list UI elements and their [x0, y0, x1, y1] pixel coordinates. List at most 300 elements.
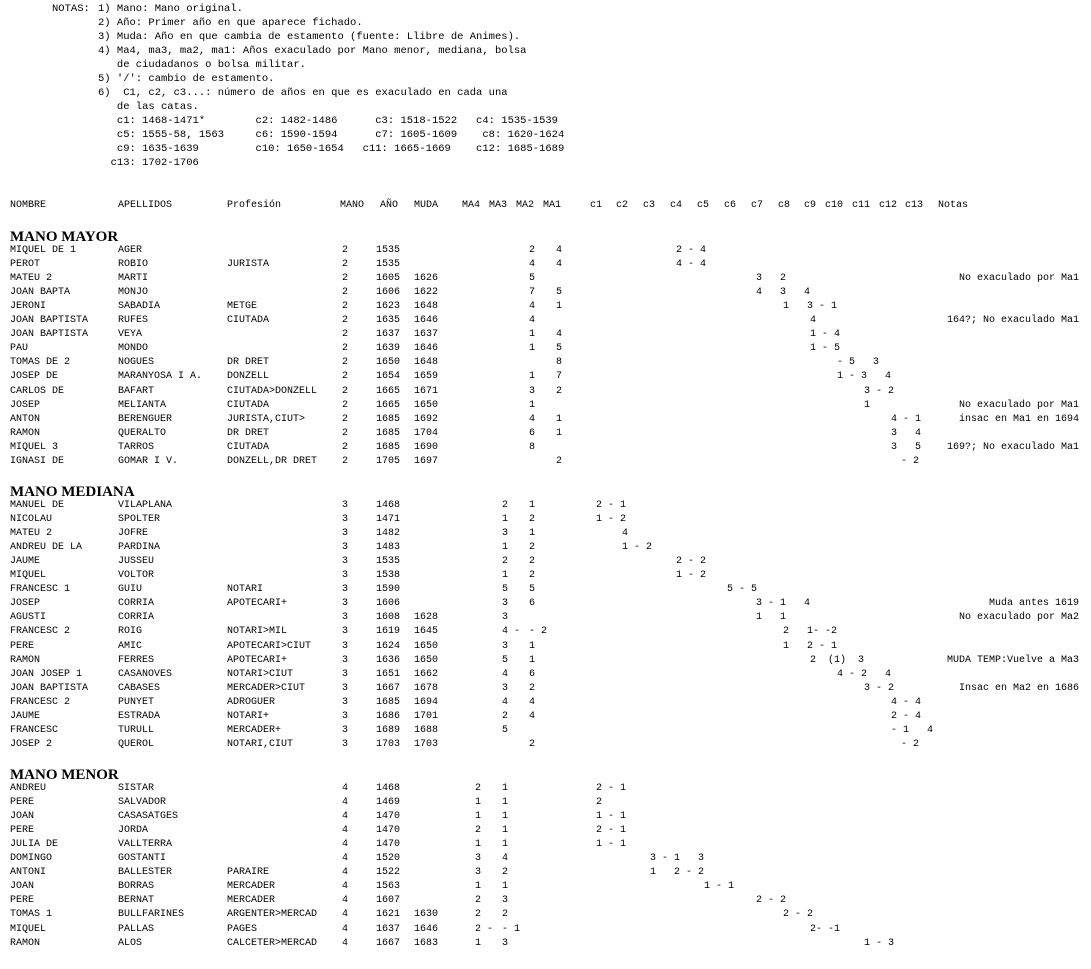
cell-apellidos: ESTRADA [118, 710, 161, 722]
column-header-c5: c5 [697, 200, 710, 211]
cell-mano: 3 [342, 696, 349, 708]
table-row [0, 908, 1091, 922]
cell-catas: 2 - 1 [596, 825, 627, 837]
cell-muda: 1662 [414, 668, 439, 680]
table-row [0, 370, 1091, 384]
cell-ma4: 3 [475, 867, 482, 879]
cell-profesion: PAGES [227, 923, 258, 935]
cell-mano: 3 [342, 710, 349, 722]
cell-ano: 1685 [376, 413, 401, 425]
cell-nombre: FRANCESC 1 [10, 584, 71, 596]
table-row [0, 513, 1091, 527]
cell-ma1: 8 [556, 357, 563, 369]
cell-apellidos: GOMAR I V. [118, 455, 179, 467]
table-row [0, 796, 1091, 810]
table-row [0, 682, 1091, 696]
cell-apellidos: BERENGUER [118, 413, 173, 425]
column-header-notas: Notas [938, 200, 969, 211]
cell-ma2: 2 [529, 542, 536, 554]
cell-apellidos: PARDINA [118, 542, 161, 554]
table-row [0, 541, 1091, 555]
cell-nombre: RAMON [10, 427, 41, 439]
cell-catas: - 2 [901, 738, 920, 750]
cell-nombre: ANDREU DE LA [10, 542, 83, 554]
cell-apellidos: BORRAS [118, 881, 155, 893]
notes-line: 5) '/': cambio de estamento. [98, 73, 275, 85]
cell-muda: 1678 [414, 682, 439, 694]
cell-catas: 3 - 1 4 [756, 598, 811, 610]
cell-nombre: MIQUEL DE 1 [10, 245, 77, 256]
cell-profesion: APOTECARI+ [227, 654, 288, 666]
cell-ma4: 2 [475, 783, 482, 794]
cell-ma2: 1 [529, 343, 536, 355]
table-row [0, 852, 1091, 866]
cell-ma3: 3 [502, 895, 509, 907]
column-header-profesion: Profesión [227, 200, 282, 211]
cell-catas: 2 - 4 [891, 710, 922, 722]
cell-ma3: 1 [502, 825, 509, 837]
cell-apellidos: QUERALTO [118, 427, 167, 439]
cell-apellidos: VALLTERRA [118, 839, 173, 851]
cell-ano: 1654 [376, 371, 401, 383]
cell-ma3: 1 [502, 797, 509, 809]
cell-muda: 1645 [414, 626, 439, 638]
cell-ano: 1619 [376, 626, 401, 638]
cell-catas: 3 5 [891, 441, 922, 453]
cell-profesion: APOTECARI>CIUT [227, 640, 312, 652]
cell-mano: 3 [342, 640, 349, 652]
cell-muda: 1650 [414, 399, 439, 411]
column-header-c7: c7 [751, 200, 764, 211]
cell-ma4: 2 [475, 909, 482, 921]
cell-ma3: 1 [502, 881, 509, 893]
cell-catas: 3 - 2 [864, 385, 895, 397]
cell-mano: 2 [342, 287, 349, 299]
cell-catas: 2 - 1 [596, 783, 627, 794]
cell-muda: 1637 [414, 329, 439, 341]
cell-notas: Muda antes 1619 [988, 598, 1079, 610]
table-row [0, 824, 1091, 838]
cell-apellidos: TURULL [118, 724, 155, 736]
cell-ano: 1637 [376, 329, 401, 341]
notes-line: 4) Ma4, ma3, ma2, ma1: Años exaculado por Mano menor, mediana, bolsa [98, 45, 527, 57]
cell-ma3: 5 [502, 724, 509, 736]
cell-catas: 1 - 1 [704, 881, 735, 893]
table-row [0, 866, 1091, 880]
cell-mano: 4 [342, 853, 349, 865]
table-row [0, 810, 1091, 824]
cell-catas: 5 - 5 [727, 584, 758, 596]
cell-ano: 1470 [376, 825, 401, 837]
cell-catas: 2- -1 [810, 923, 841, 935]
table-row [0, 710, 1091, 724]
cell-notas: No exaculado por Ma2 [958, 612, 1079, 624]
cell-ma1: 5 [556, 287, 563, 299]
cell-notas: No exaculado por Ma1 [958, 399, 1079, 411]
cell-profesion: CIUTADA [227, 399, 270, 411]
cell-catas: 4 - 2 4 [837, 668, 892, 680]
cell-mano: 3 [342, 542, 349, 554]
cell-profesion: ARGENTER>MERCAD [227, 909, 318, 921]
cell-muda: 1622 [414, 287, 439, 299]
cell-ma3: 2 [502, 909, 509, 921]
cell-mano: 3 [342, 654, 349, 666]
notes-line: c1: 1468-1471* c2: 1482-1486 c3: 1518-1522 c4: 1535-1539 [98, 115, 558, 127]
cell-catas: 2 - 2 [676, 556, 707, 568]
cell-catas: 4 [810, 315, 817, 327]
notes-line: c5: 1555-58, 1563 c6: 1590-1594 c7: 1605-1609 c8: 1620-1624 [98, 129, 565, 141]
cell-catas: 1 - 5 [810, 343, 841, 355]
cell-profesion: NOTARI+ [227, 710, 270, 722]
cell-ma3: 1 [502, 839, 509, 851]
cell-ma2: 8 [529, 441, 536, 453]
cell-ano: 1607 [376, 895, 401, 907]
table-row [0, 555, 1091, 569]
cell-apellidos: BULLFARINES [118, 909, 185, 921]
cell-ma4: 2 - [475, 923, 494, 935]
cell-ano: 1520 [376, 853, 401, 865]
cell-ano: 1665 [376, 385, 401, 397]
cell-ano: 1624 [376, 640, 401, 652]
cell-catas: 4 - 1 [891, 413, 922, 425]
table-row [0, 441, 1091, 455]
cell-ma1: 2 [556, 385, 563, 397]
table-row [0, 455, 1091, 469]
cell-notas: MUDA TEMP:Vuelve a Ma3 [946, 654, 1079, 666]
cell-apellidos: TARROS [118, 441, 155, 453]
cell-apellidos: SALVADOR [118, 797, 167, 809]
cell-ano: 1685 [376, 441, 401, 453]
cell-ma1: 1 [556, 301, 563, 313]
cell-apellidos: AGER [118, 245, 143, 256]
cell-nombre: JOSEP [10, 399, 41, 411]
cell-catas: 4 - 4 [891, 696, 922, 708]
cell-ma3: 1 [502, 811, 509, 823]
cell-ma1: 1 [556, 413, 563, 425]
cell-mano: 4 [342, 839, 349, 851]
cell-nombre: CARLOS DE [10, 385, 65, 397]
cell-catas: 3 4 [891, 427, 922, 439]
cell-catas: 1 - 3 [864, 937, 895, 949]
cell-ma2: 4 [529, 413, 536, 425]
cell-nombre: MANUEL DE [10, 500, 65, 511]
cell-apellidos: ROIG [118, 626, 143, 638]
cell-ma3: 1 [502, 542, 509, 554]
cell-mano: 3 [342, 598, 349, 610]
cell-mano: 2 [342, 413, 349, 425]
column-header-c13: c13 [905, 200, 924, 211]
cell-nombre: JOAN BAPTISTA [10, 315, 89, 327]
cell-catas: 4 3 4 [756, 287, 811, 299]
cell-catas: 3 - 1 3 [650, 853, 705, 865]
cell-ma4: 2 [475, 825, 482, 837]
cell-profesion: NOTARI>MIL [227, 626, 288, 638]
section-title: MANO MEDIANA [10, 484, 135, 500]
cell-nombre: PERE [10, 797, 35, 809]
cell-mano: 3 [342, 738, 349, 750]
table-row [0, 880, 1091, 894]
cell-apellidos: CABASES [118, 682, 161, 694]
cell-apellidos: MARANYOSA I A. [118, 371, 203, 383]
section-title: MANO MENOR [10, 767, 119, 783]
cell-mano: 3 [342, 528, 349, 540]
cell-profesion: MERCADER [227, 881, 276, 893]
cell-mano: 2 [342, 301, 349, 313]
cell-catas: 1 - 2 [676, 570, 707, 582]
cell-ano: 1471 [376, 514, 401, 526]
cell-apellidos: CASANOVES [118, 668, 173, 680]
cell-ano: 1470 [376, 811, 401, 823]
table-row [0, 258, 1091, 272]
cell-profesion: JURISTA [227, 259, 270, 271]
cell-mano: 3 [342, 584, 349, 596]
cell-ma2: 5 [529, 273, 536, 285]
cell-apellidos: CORRIA [118, 598, 155, 610]
cell-profesion: PARAIRE [227, 867, 270, 879]
cell-catas: - 5 3 [837, 357, 880, 369]
cell-apellidos: JUSSEU [118, 556, 155, 568]
cell-ma2: 2 [529, 738, 536, 750]
table-row [0, 342, 1091, 356]
cell-catas: 2 - 4 [676, 245, 707, 256]
column-header-ma1: MA1 [543, 200, 562, 211]
cell-mano: 3 [342, 724, 349, 736]
cell-nombre: JULIA DE [10, 839, 59, 851]
cell-mano: 2 [342, 329, 349, 341]
cell-ma2: 3 [529, 385, 536, 397]
cell-mano: 2 [342, 441, 349, 453]
cell-ano: 1482 [376, 528, 401, 540]
cell-mano: 2 [342, 357, 349, 369]
cell-nombre: RAMON [10, 654, 41, 666]
cell-nombre: JOSEP [10, 598, 41, 610]
cell-nombre: ANTONI [10, 867, 47, 879]
cell-muda: 1704 [414, 427, 439, 439]
section-title: MANO MAYOR [10, 229, 119, 245]
notes-line: 2) Año: Primer año en que aparece fichado. [98, 17, 363, 29]
cell-profesion: DONZELL,DR DRET [227, 455, 318, 467]
cell-muda: 1692 [414, 413, 439, 425]
cell-apellidos: AMIC [118, 640, 143, 652]
cell-ano: 1637 [376, 923, 401, 935]
cell-mano: 3 [342, 626, 349, 638]
cell-ano: 1606 [376, 598, 401, 610]
cell-apellidos: NOGUES [118, 357, 155, 369]
cell-notas: No exaculado por Ma1 [958, 273, 1079, 285]
cell-profesion: CIUTADA>DONZELL [227, 385, 318, 397]
cell-ano: 1483 [376, 542, 401, 554]
cell-muda: 1646 [414, 923, 439, 935]
cell-profesion: APOTECARI+ [227, 598, 288, 610]
cell-profesion: ADROGUER [227, 696, 276, 708]
cell-ma3: 3 [502, 528, 509, 540]
cell-apellidos: SPOLTER [118, 514, 161, 526]
table-row [0, 286, 1091, 300]
cell-ano: 1468 [376, 783, 401, 794]
cell-profesion: JURISTA,CIUT> [227, 413, 306, 425]
cell-apellidos: MARTI [118, 273, 149, 285]
cell-mano: 2 [342, 273, 349, 285]
cell-catas: 1 2 - 1 [783, 640, 838, 652]
cell-nombre: TOMAS DE 2 [10, 357, 71, 369]
cell-nombre: AGUSTI [10, 612, 47, 624]
cell-nombre: FRANCESC 2 [10, 626, 71, 638]
notes-line: c9: 1635-1639 c10: 1650-1654 c11: 1665-1669 c12: 1685-1689 [98, 143, 565, 155]
cell-profesion: DR DRET [227, 427, 270, 439]
cell-catas: 2 [596, 797, 603, 809]
table-row [0, 782, 1091, 796]
cell-mano: 2 [342, 385, 349, 397]
cell-ma3: 1 [502, 570, 509, 582]
cell-apellidos: VEYA [118, 329, 143, 341]
cell-ma4: 1 [475, 811, 482, 823]
column-header-c9: c9 [804, 200, 817, 211]
column-header-c8: c8 [778, 200, 791, 211]
cell-apellidos: ROBIO [118, 259, 149, 271]
cell-profesion: METGE [227, 301, 258, 313]
cell-ano: 1608 [376, 612, 401, 624]
cell-ano: 1621 [376, 909, 401, 921]
column-header-ma3: MA3 [489, 200, 508, 211]
cell-mano: 2 [342, 315, 349, 327]
cell-nombre: MIQUEL 3 [10, 441, 59, 453]
cell-catas: 2 (1) 3 [810, 654, 865, 666]
cell-ma4: 3 [475, 853, 482, 865]
cell-ma3: 2 [502, 867, 509, 879]
cell-ano: 1705 [376, 455, 401, 467]
cell-nombre: JAUME [10, 710, 41, 722]
cell-catas: 2 - 2 [756, 895, 787, 907]
table-row [0, 611, 1091, 625]
cell-nombre: PERE [10, 825, 35, 837]
cell-ma3: 1 [502, 783, 509, 794]
table-row [0, 583, 1091, 597]
cell-apellidos: BERNAT [118, 895, 155, 907]
cell-ma3: 3 [502, 612, 509, 624]
cell-ano: 1703 [376, 738, 401, 750]
cell-ano: 1686 [376, 710, 401, 722]
cell-ano: 1689 [376, 724, 401, 736]
column-header-ano: AÑO [380, 200, 399, 211]
cell-ano: 1685 [376, 696, 401, 708]
cell-nombre: MIQUEL [10, 923, 47, 935]
cell-mano: 4 [342, 895, 349, 907]
cell-ma2: 4 [529, 710, 536, 722]
cell-mano: 2 [342, 371, 349, 383]
cell-catas: 1 2 - 2 [650, 867, 705, 879]
cell-ano: 1665 [376, 399, 401, 411]
cell-notas: insac en Ma1 en 1694 [958, 413, 1079, 425]
cell-catas: 1 [864, 399, 871, 411]
cell-ma1: 1 [556, 427, 563, 439]
cell-muda: 1671 [414, 385, 439, 397]
cell-ma2: 1 [529, 329, 536, 341]
cell-mano: 3 [342, 556, 349, 568]
cell-ma2: 1 [529, 528, 536, 540]
cell-apellidos: RUFES [118, 315, 149, 327]
cell-nombre: NICOLAU [10, 514, 53, 526]
cell-nombre: RAMON [10, 937, 41, 949]
cell-apellidos: VILAPLANA [118, 500, 173, 511]
cell-mano: 2 [342, 455, 349, 467]
cell-nombre: JERONI [10, 301, 47, 313]
cell-notas: Insac en Ma2 en 1686 [958, 682, 1079, 694]
cell-ano: 1639 [376, 343, 401, 355]
cell-mano: 4 [342, 867, 349, 879]
cell-ma3: 4 [502, 853, 509, 865]
cell-ano: 1623 [376, 301, 401, 313]
column-header-c12: c12 [879, 200, 898, 211]
cell-mano: 4 [342, 937, 349, 949]
cell-catas: 1 - 4 [810, 329, 841, 341]
cell-mano: 2 [342, 245, 349, 256]
cell-ma3: 4 [502, 696, 509, 708]
cell-nombre: JOSEP DE [10, 371, 59, 383]
cell-catas: 1 3 - 1 [783, 301, 838, 313]
cell-profesion: DR DRET [227, 357, 270, 369]
cell-muda: 1701 [414, 710, 439, 722]
cell-nombre: PEROT [10, 259, 41, 271]
cell-ma2: 1 [529, 500, 536, 511]
cell-ano: 1636 [376, 654, 401, 666]
table-row [0, 724, 1091, 738]
column-header-nombre: NOMBRE [10, 200, 47, 211]
cell-apellidos: JOFRE [118, 528, 149, 540]
cell-apellidos: SISTAR [118, 783, 155, 794]
table-row [0, 413, 1091, 427]
cell-muda: 1648 [414, 301, 439, 313]
cell-nombre: MATEU 2 [10, 528, 53, 540]
cell-nombre: FRANCESC 2 [10, 696, 71, 708]
cell-ma3: 3 [502, 937, 509, 949]
cell-apellidos: FERRES [118, 654, 155, 666]
notes-line: de ciudadanos o bolsa militar. [98, 59, 306, 71]
cell-ano: 1667 [376, 682, 401, 694]
cell-profesion: NOTARI [227, 584, 264, 596]
cell-nombre: JOAN [10, 881, 35, 893]
table-row [0, 640, 1091, 654]
cell-ma2: 6 [529, 598, 536, 610]
cell-nombre: FRANCESC [10, 724, 59, 736]
cell-apellidos: JORDA [118, 825, 149, 837]
cell-mano: 4 [342, 909, 349, 921]
cell-nombre: IGNASI DE [10, 455, 65, 467]
cell-ma2: 2 [529, 682, 536, 694]
cell-mano: 4 [342, 923, 349, 935]
notes-label: NOTAS: [52, 3, 90, 15]
cell-ma3: 3 [502, 640, 509, 652]
cell-catas: 1 1 [756, 612, 787, 624]
cell-mano: 2 [342, 343, 349, 355]
column-header-mano: MANO [340, 200, 365, 211]
cell-nombre: TOMAS 1 [10, 909, 53, 921]
cell-muda: 1626 [414, 273, 439, 285]
cell-catas: 4 [622, 528, 629, 540]
table-row [0, 625, 1091, 639]
cell-ano: 1650 [376, 357, 401, 369]
cell-profesion: CIUTADA [227, 441, 270, 453]
table-row [0, 272, 1091, 286]
cell-ma2: 4 [529, 259, 536, 271]
table-row [0, 427, 1091, 441]
cell-nombre: MATEU 2 [10, 273, 53, 285]
cell-ano: 1635 [376, 315, 401, 327]
cell-nombre: ANDREU [10, 783, 47, 794]
column-header-c10: c10 [825, 200, 844, 211]
cell-ma1: 4 [556, 329, 563, 341]
cell-profesion: NOTARI,CIUT [227, 738, 294, 750]
table-row [0, 356, 1091, 370]
